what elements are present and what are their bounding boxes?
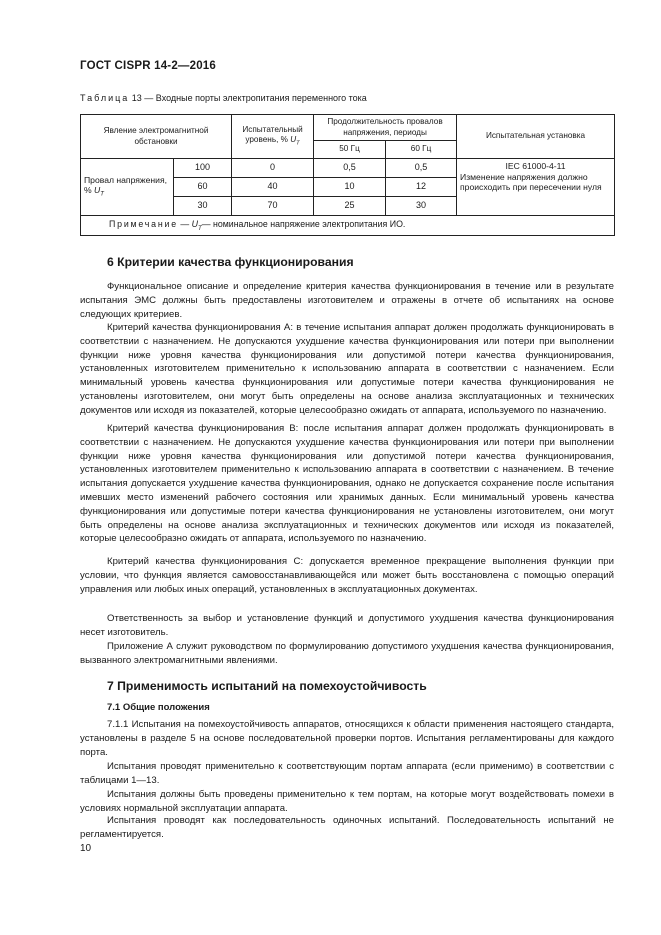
col-header-60hz: 60 Гц xyxy=(386,141,457,159)
cell-60hz: 30 xyxy=(386,197,457,216)
section-7-paragraph-4: Испытания проводят как последовательность одиночных испытаний. Последовательность испытаний не регламентируется. xyxy=(80,815,614,840)
section-6-criterion-a: Критерий качества функционирования А: в течение испытания аппарат должен продолжать функционировать в соответствии с назначением. Не допускаются ухудшение качества функционирования или потери при выполнении функции ниже уровня качества функционирования или допустимой потери качества функционирования, установленных изготовителем применительно к использованию аппарата в соответствии с назначением. Если минимальный уровень качества функционирования или допустимые потери качества функционирования не установлены изготовителем, они могут быть определены на основе анализа эксплуатационных и технических документов или исходя из показателей, которые целесообразно ожидать от аппарата, используемого по назначению. xyxy=(80,322,614,416)
col-header-50hz: 50 Гц xyxy=(314,141,386,159)
table-row xyxy=(81,159,615,178)
row-label-sub: T xyxy=(100,191,104,198)
cell-60hz: 12 xyxy=(386,178,457,197)
table-caption xyxy=(80,93,367,103)
section-7-paragraph-2: Испытания проводят применительно к соответствующим портам аппарата (если применимо) в соответствии с таблицами 1—13. xyxy=(80,761,614,786)
cell-dip-level: 100 xyxy=(174,159,232,178)
section-6-criterion-b: Критерий качества функционирования В: после испытания аппарат должен продолжать функционировать в соответствии с назначением. Не допускаются ухудшение качества функционирования или потери при выполнении функции ниже уровня качества функционирования или допустимой потери качества функционирования, установленных изготовителем применительно к использованию аппарата в соответствии с назначением. В течение испытания допускается ухудшение качества функционирования, однако не допускается сохранение после испытания имевших место изменений рабочего состояния или хранимых данных. Если минимальный уровень качества функционирования или допустимые потери качества функционирования не установлены изготовителем, они могут быть определены на основе анализа эксплуатационных и технических документов или исходя из показателей, которые целесообразно ожидать от аппарата, используемого по назначению. xyxy=(80,423,614,545)
table-caption-text: 13 — Входные порты электропитания переменного тока xyxy=(129,93,367,103)
col-header-test-level-text: Испытательный уровень, % xyxy=(242,124,303,145)
table-note xyxy=(81,216,615,236)
note-var: U xyxy=(191,218,198,229)
cell-test-level: 70 xyxy=(232,197,314,216)
col-header-test-level-sub: T xyxy=(296,140,300,147)
ac-power-ports-table xyxy=(80,114,615,236)
section-6-responsibility: Ответственность за выбор и установление функций и допустимого ухудшения качества функционирования несет изготовитель. xyxy=(80,613,614,638)
section-7-heading: 7 Применимость испытаний на помехоустойчивость xyxy=(107,679,427,693)
section-6-annex-reference: Приложение А служит руководством по формулированию допустимого ухудшения качества функционирования, вызванного электромагнитными явлениями. xyxy=(80,641,614,666)
cell-test-setup xyxy=(457,159,615,216)
col-header-test-level-var: U xyxy=(290,135,297,145)
cell-60hz: 0,5 xyxy=(386,159,457,178)
col-header-phenomenon: Явление электромагнитной обстановки xyxy=(81,115,232,159)
col-header-duration: Продолжительность провалов напряжения, периоды xyxy=(314,115,457,141)
section-7-1-heading: 7.1 Общие положения xyxy=(107,702,210,713)
setup-standard: IEC 61000-4-11 xyxy=(505,161,566,171)
section-7-paragraph-1: 7.1.1 Испытания на помехоустойчивость аппаратов, относящихся к области применения настоящего стандарта, установлены в разделе 5 на основе последовательной проверки портов. Испытания регламентированы для каждого порта. xyxy=(80,719,614,758)
col-header-test-setup: Испытательная установка xyxy=(457,115,615,159)
cell-test-level: 0 xyxy=(232,159,314,178)
cell-50hz: 10 xyxy=(314,178,386,197)
cell-dip-level: 60 xyxy=(174,178,232,197)
col-header-test-level xyxy=(232,115,314,159)
row-label-text: Провал напряжения, % xyxy=(84,174,168,196)
note-label: Примечание xyxy=(109,218,178,229)
cell-test-level: 40 xyxy=(232,178,314,197)
note-sub: T xyxy=(197,224,202,232)
document-header: ГОСТ CISPR 14-2—2016 xyxy=(80,60,216,72)
cell-50hz: 25 xyxy=(314,197,386,216)
cell-dip-level: 30 xyxy=(174,197,232,216)
row-label-var: U xyxy=(94,185,101,196)
setup-description: Изменение напряжения должно происходить при пересечении нуля xyxy=(460,171,602,193)
cell-50hz: 0,5 xyxy=(314,159,386,178)
section-7-paragraph-3: Испытания должны быть проведены применительно к тем портам, на которые могут воздействовать помехи в условиях нормальной эксплуатации аппарата. xyxy=(80,789,614,814)
note-dash: — xyxy=(177,218,192,229)
section-6-heading: 6 Критерии качества функционирования xyxy=(107,255,354,269)
section-6-paragraph-1: Функциональное описание и определение критерия качества функционирования в течение или в результате испытания ЭМС должны быть предоставлены изготовителем и отражены в отчете об испытаниях на основе следующих критериев. xyxy=(80,281,614,320)
page-number: 10 xyxy=(80,843,92,854)
row-label-voltage-dip xyxy=(81,159,174,216)
section-6-criterion-c: Критерий качества функционирования С: допускается временное прекращение выполнения функции при условии, что функция является самовосстанавливающейся или может быть восстановлена с помощью операций управления или любых иных операций, установленных в эксплуатационных документах. xyxy=(80,556,614,595)
table-caption-prefix: Таблица xyxy=(80,93,130,103)
note-text: — номинальное напряжение электропитания ИО. xyxy=(201,218,406,229)
